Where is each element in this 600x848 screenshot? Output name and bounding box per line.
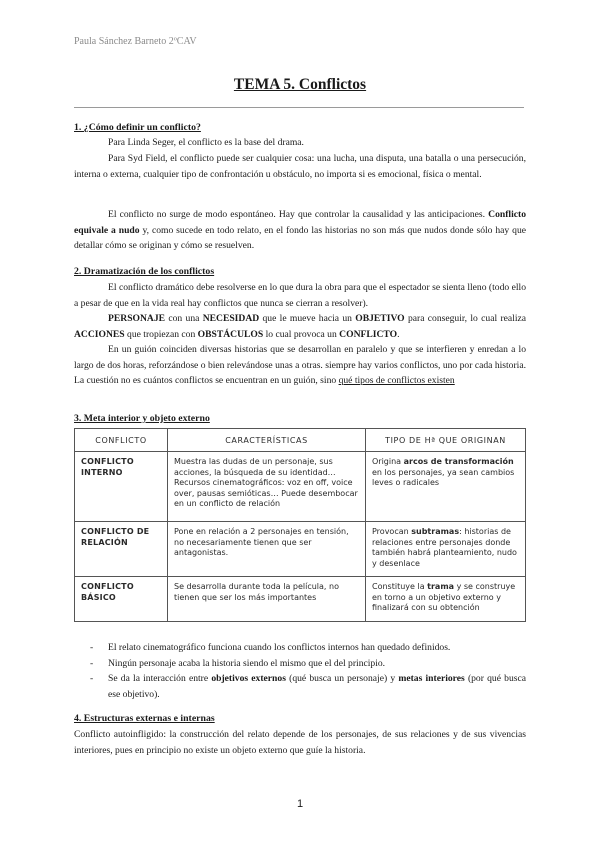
section-1-paragraph-1: Para Linda Seger, el conflicto es la base del drama. <box>108 137 304 148</box>
page-header: Paula Sánchez Barneto 2ºCAV <box>74 36 197 47</box>
page-title: TEMA 5. Conflictos <box>233 76 367 93</box>
title-divider <box>74 107 524 108</box>
section-4-heading: 4. Estructuras externas e internas <box>74 713 215 724</box>
section-4-paragraph-1: Conflicto autoinfligido: la construcción del relato depende de los personajes, de sus relaciones y de sus vivencias interiores, pues en principio no existe un objeto externo que guíe la historia. <box>74 729 526 756</box>
story-type-cell: Origina arcos de transformación en los personajes, ya sean cambios leves o radicales <box>366 452 526 522</box>
list-item: - Se da la interacción entre objetivos externos (qué busca un personaje) y metas interiores (por qué busca ese objetivo). <box>74 671 526 702</box>
list-item: - Ningún personaje acaba la historia siendo el mismo que el del principio. <box>74 656 526 672</box>
column-header: CARACTERÍSTICAS <box>168 429 366 452</box>
table-row <box>75 577 526 622</box>
section-3-heading: 3. Meta interior y objeto externo <box>74 413 210 424</box>
characteristics-cell: Pone en relación a 2 personajes en tensión, no necesariamente tienen que ser antagonistas. <box>168 522 366 577</box>
table-header-row <box>75 429 526 452</box>
page-number: 1 <box>296 798 304 810</box>
story-type-cell: Provocan subtramas: historias de relaciones entre personajes donde también habrá planteamiento, nudo y desenlace <box>366 522 526 577</box>
list-item: - El relato cinematográfico funciona cuando los conflictos internos han quedado definidos. <box>74 640 526 656</box>
section-2-paragraph-2: PERSONAJE con una NECESIDAD que le mueve hacia un OBJETIVO para conseguir, lo cual realiza ACCIONES que tropiezan con OBSTÁCULOS lo cual provoca un CONFLICTO. <box>74 313 527 340</box>
conflict-type-cell: CONFLICTO INTERNO <box>75 452 168 522</box>
characteristics-cell: Se desarrolla durante toda la película, no tienen que ser los más importantes <box>168 577 366 622</box>
story-type-cell: Constituye la trama y se construye en torno a un objetivo externo y finalizará con su obtención <box>366 577 526 622</box>
section-2-paragraph-3: En un guión coinciden diversas historias que se desarrollan en paralelo y que se interfieren y enredan a lo largo de dos horas, reforzándose o bien relevándose unas a otras. siempre hay varios conflictos, uno por cada historia. La cuestión no es cuántos conflictos se encuentran en un guión, sino qué tipos de conflictos existen <box>74 344 526 386</box>
conflict-type-cell: CONFLICTO DE RELACIÓN <box>75 522 168 577</box>
section-1-heading: 1. ¿Cómo definir un conflicto? <box>74 122 201 133</box>
section-2-paragraph-1: El conflicto dramático debe resolverse en lo que dura la obra para que el espectador se sienta lleno (todo ello a pesar de que en la vida real hay conflictos que nunca se cierran a resolver). <box>74 282 526 309</box>
conflict-type-cell: CONFLICTO BÁSICO <box>75 577 168 622</box>
conflict-table <box>74 428 526 622</box>
table-row <box>75 452 526 522</box>
characteristics-cell: Muestra las dudas de un personaje, sus acciones, la búsqueda de su identidad… Recursos cinematográficos: voz en off, voice over, pausas semióticas… Puede desembocar en un conflicto de relación <box>168 452 366 522</box>
column-header: TIPO DE Hª QUE ORIGINAN <box>366 429 526 452</box>
section-1-paragraph-2: Para Syd Field, el conflicto puede ser cualquier cosa: una lucha, una disputa, una batalla o una persecución, interna o externa, cualquier tipo de confrontación u obstáculo, no importa si es emocional, física o mental. <box>74 153 526 180</box>
section-2-heading: 2. Dramatización de los conflictos <box>74 266 215 277</box>
section-1-paragraph-3: El conflicto no surge de modo espontáneo. Hay que controlar la causalidad y las anticipaciones. Conflicto equivale a nudo y, como sucede en todo relato, en el fondo las historias no son más que nudos donde sólo hay que detallar cómo se originan y cómo se resuelven. <box>74 209 526 251</box>
section-3-bullets <box>74 640 526 702</box>
table-row <box>75 522 526 577</box>
column-header: CONFLICTO <box>75 429 168 452</box>
